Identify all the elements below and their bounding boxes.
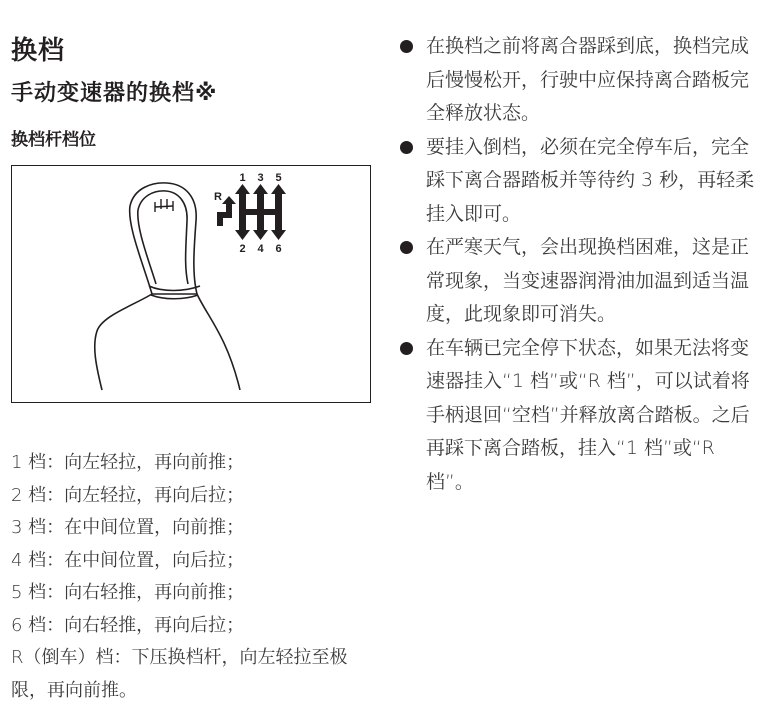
notes-list: [398, 30, 764, 499]
page-title: 换档: [11, 36, 66, 66]
note-text: 要挂入倒档，必须在完全停车后，完全踩下离合器踏板并等待约 3 秒，再轻柔挂入即可。: [426, 135, 755, 225]
gear-list-item: 4 档：在中间位置，向后拉；: [11, 549, 245, 571]
gear-shift-figure: [11, 165, 371, 403]
gear-list-item: R（倒车）档：下压换档杆，向左轻拉至极限，再向前推。: [11, 647, 348, 701]
gear-list-item: 2 档：向左轻拉，再向后拉；: [11, 484, 245, 506]
note-item: [398, 332, 764, 500]
figure-heading: 换档杆档位: [11, 130, 96, 150]
gear-label-1: 1: [239, 172, 246, 184]
gear-label-2: 2: [239, 243, 246, 255]
gear-list-item: 6 档：向右轻推，再向后拉；: [11, 614, 245, 636]
gear-label-5: 5: [275, 172, 282, 184]
gear-list-item: 5 档：向右轻推，再向前推；: [11, 582, 245, 603]
bullet-icon: [400, 141, 413, 154]
gear-label-3: 3: [257, 172, 264, 184]
gear-label-4: 4: [257, 243, 264, 255]
note-item: [398, 30, 764, 131]
gear-figure-svg: [12, 166, 370, 402]
note-text: 在严寒天气，会出现换档困难，这是正常现象，当变速器润滑油加温到适当温度，此现象即可消失。: [426, 236, 750, 325]
bullet-icon: [400, 342, 413, 355]
bullet-icon: [400, 40, 413, 53]
bullet-icon: [400, 241, 413, 254]
gear-position-list: [11, 447, 381, 707]
note-text: 在换档之前将离合器踩到底，换档完成后慢慢松开，行驶中应保持离合踏板完全释放状态。: [426, 35, 750, 124]
gear-list-item: 3 档：在中间位置，向前推；: [11, 517, 245, 538]
note-item: [398, 231, 764, 332]
note-text: 在车辆已完全停下状态，如果无法将变速器挂入“1 档”或“R 档”，可以试着将手柄退回“空档”并释放离合踏板。之后再踩下离合踏板，挂入“1 档”或“R 档”。: [426, 336, 750, 493]
gear-list-item: 1 档：向左轻拉，再向前推；: [11, 452, 245, 473]
gear-label-6: 6: [275, 243, 282, 255]
gear-shift-pattern-icon: [217, 184, 286, 240]
note-item: [398, 131, 764, 232]
gear-label-reverse: R: [214, 191, 222, 203]
section-subtitle: 手动变速器的换档※: [11, 81, 218, 106]
